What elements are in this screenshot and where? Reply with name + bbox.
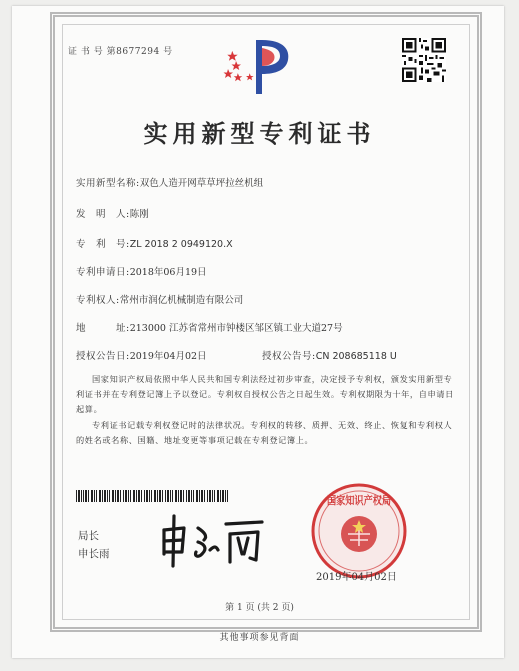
grant-number-row: 授权公告号:CN 208685118 U xyxy=(262,351,397,362)
grant-statement-paragraph: 国家知识产权局依照中华人民共和国专利法经过初步审查，决定授予专利权，颁发实用新型专利证书并在专利登记簿上予以登记。专利权自授权公告之日起生效。专利权期限为十年，自申请日起算。 xyxy=(76,374,454,414)
patent-number-row: 专 利 号:ZL 2018 2 0949120.X xyxy=(76,239,233,250)
certificate-number: 证 书 号 第8677294 号 xyxy=(68,47,173,57)
qr-code-icon xyxy=(402,38,446,82)
barcode-icon xyxy=(76,490,228,502)
grant-date-row: 授权公告日:2019年04月02日 xyxy=(76,351,207,362)
official-seal-icon xyxy=(310,482,408,580)
inventor-row: 发 明 人:陈刚 xyxy=(76,209,149,220)
handwritten-signature xyxy=(158,510,268,568)
back-page-note: 其他事项参见背面 xyxy=(219,633,300,643)
seal-date: 2019年04月02日 xyxy=(316,572,397,583)
legal-status-paragraph: 专利证书记载专利权登记时的法律状况。专利权的转移、质押、无效、终止、恢复和专利权人的姓名或名称、国籍、地址变更等事项记载在专利登记簿上。 xyxy=(76,420,453,445)
patentee-row: 专利权人:常州市润亿机械制造有限公司 xyxy=(76,295,244,306)
seal-text: 国家知识产权局 xyxy=(327,494,404,507)
cnipa-logo-icon xyxy=(222,36,298,100)
director-name: 申长雨 xyxy=(78,548,110,560)
address-row: 地 址:213000 江苏省常州市钟楼区邹区镇工业大道27号 xyxy=(76,323,343,334)
model-name-row: 实用新型名称:双色人造开网草草坪拉丝机组 xyxy=(76,178,264,189)
filing-date-row: 专利申请日:2018年06月19日 xyxy=(76,267,207,278)
certificate-title: 实用新型专利证书 xyxy=(143,119,376,148)
director-title: 局长 xyxy=(78,530,99,542)
page-number: 第 1 页 (共 2 页) xyxy=(225,603,294,613)
